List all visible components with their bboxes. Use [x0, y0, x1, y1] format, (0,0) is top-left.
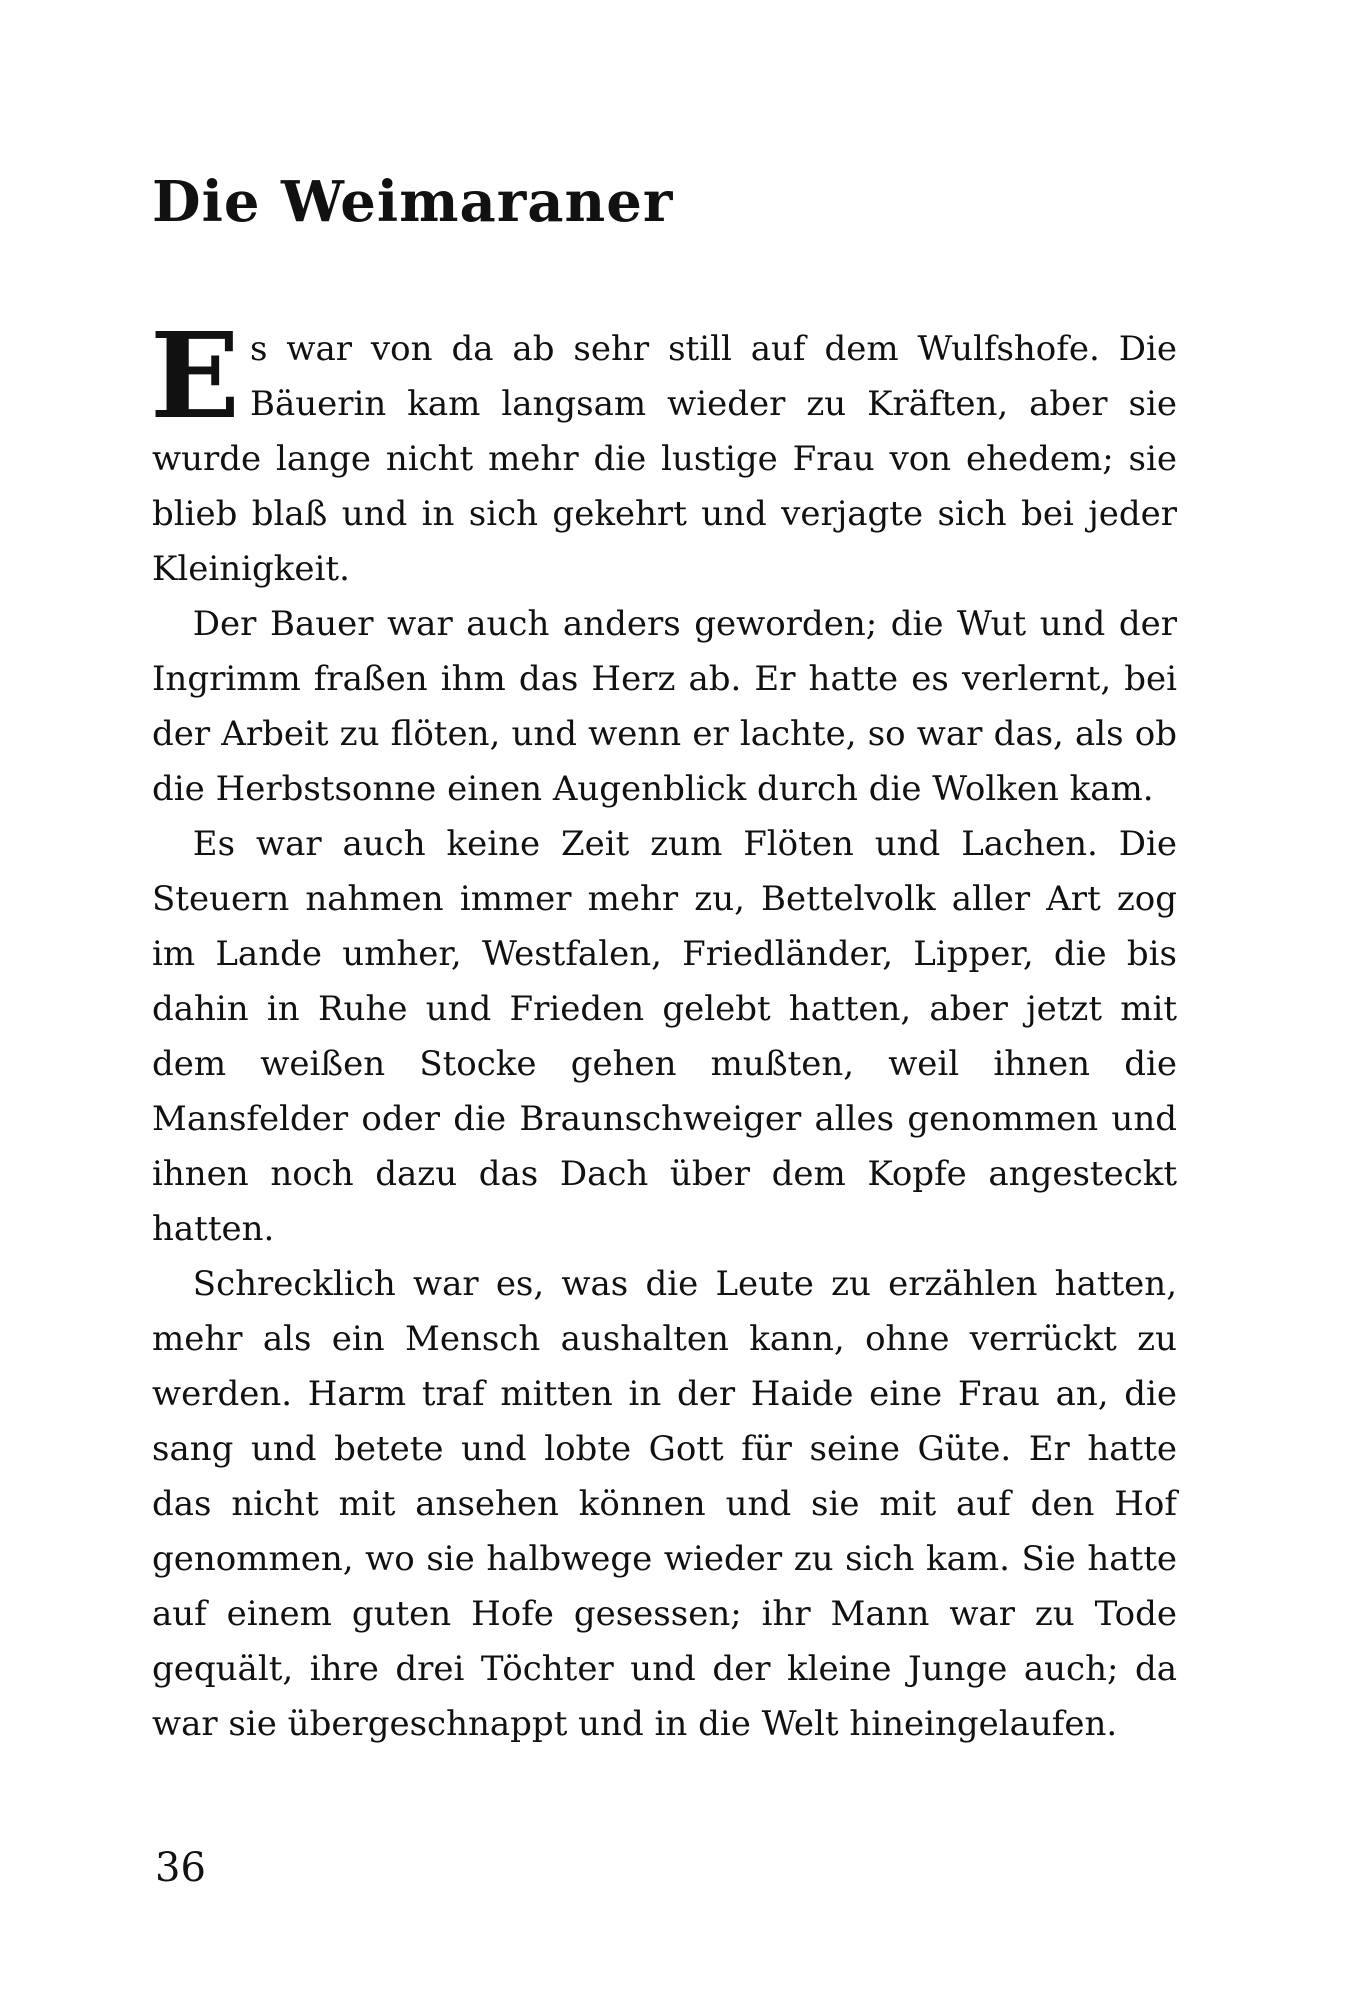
page-number: 36 [155, 1845, 206, 1891]
chapter-body [150, 306, 1177, 1752]
paragraph-1-text: s war von da ab sehr still auf dem Wulfshofe. Die Bäuerin kam langsam wieder zu Kräften, aber sie wurde lange nicht mehr die lustige Frau von ehedem; sie blieb blaß und in sich gekehrt und verjagte sich bei jeder Kleinigkeit. [152, 329, 1177, 589]
paragraph-2: Der Bauer war auch anders geworden; die Wut und der Ingrimm fraßen ihm das Herz ab. Er hatte es verlernt, bei der Arbeit zu flöten, und wenn er lachte, so war das, als ob die Herbstsonne einen Augenblick durch die Wolken kam. [152, 604, 1177, 809]
drop-cap-initial: E [150, 306, 240, 445]
paragraph-1 [150, 306, 1177, 597]
paragraph-3: Es war auch keine Zeit zum Flöten und Lachen. Die Steuern nahmen immer mehr zu, Bettelvolk aller Art zog im Lande umher, Westfalen, Friedländer, Lipper, die bis dahin in Ruhe und Frieden gelebt hatten, aber jetzt mit dem weißen Stocke gehen mußten, weil ihnen die Mansfelder oder die Braunschweiger alles genommen und ihnen noch dazu das Dach über dem Kopfe angesteckt hatten. [152, 824, 1177, 1249]
chapter-title: Die Weimaraner [152, 169, 674, 235]
paragraph-4: Schrecklich war es, was die Leute zu erzählen hatten, mehr als ein Mensch aushalten kann, ohne verrückt zu werden. Harm traf mitten in der Haide eine Frau an, die sang und betete und lobte Gott für seine Güte. Er hatte das nicht mit ansehen können und sie mit auf den Hof genommen, wo sie halbwege wieder zu sich kam. Sie hatte auf einem guten Hofe gesessen; ihr Mann war zu Tode gequält, ihre drei Töchter und der kleine Junge auch; da war sie übergeschnappt und in die Welt hineingelaufen. [152, 1264, 1177, 1744]
